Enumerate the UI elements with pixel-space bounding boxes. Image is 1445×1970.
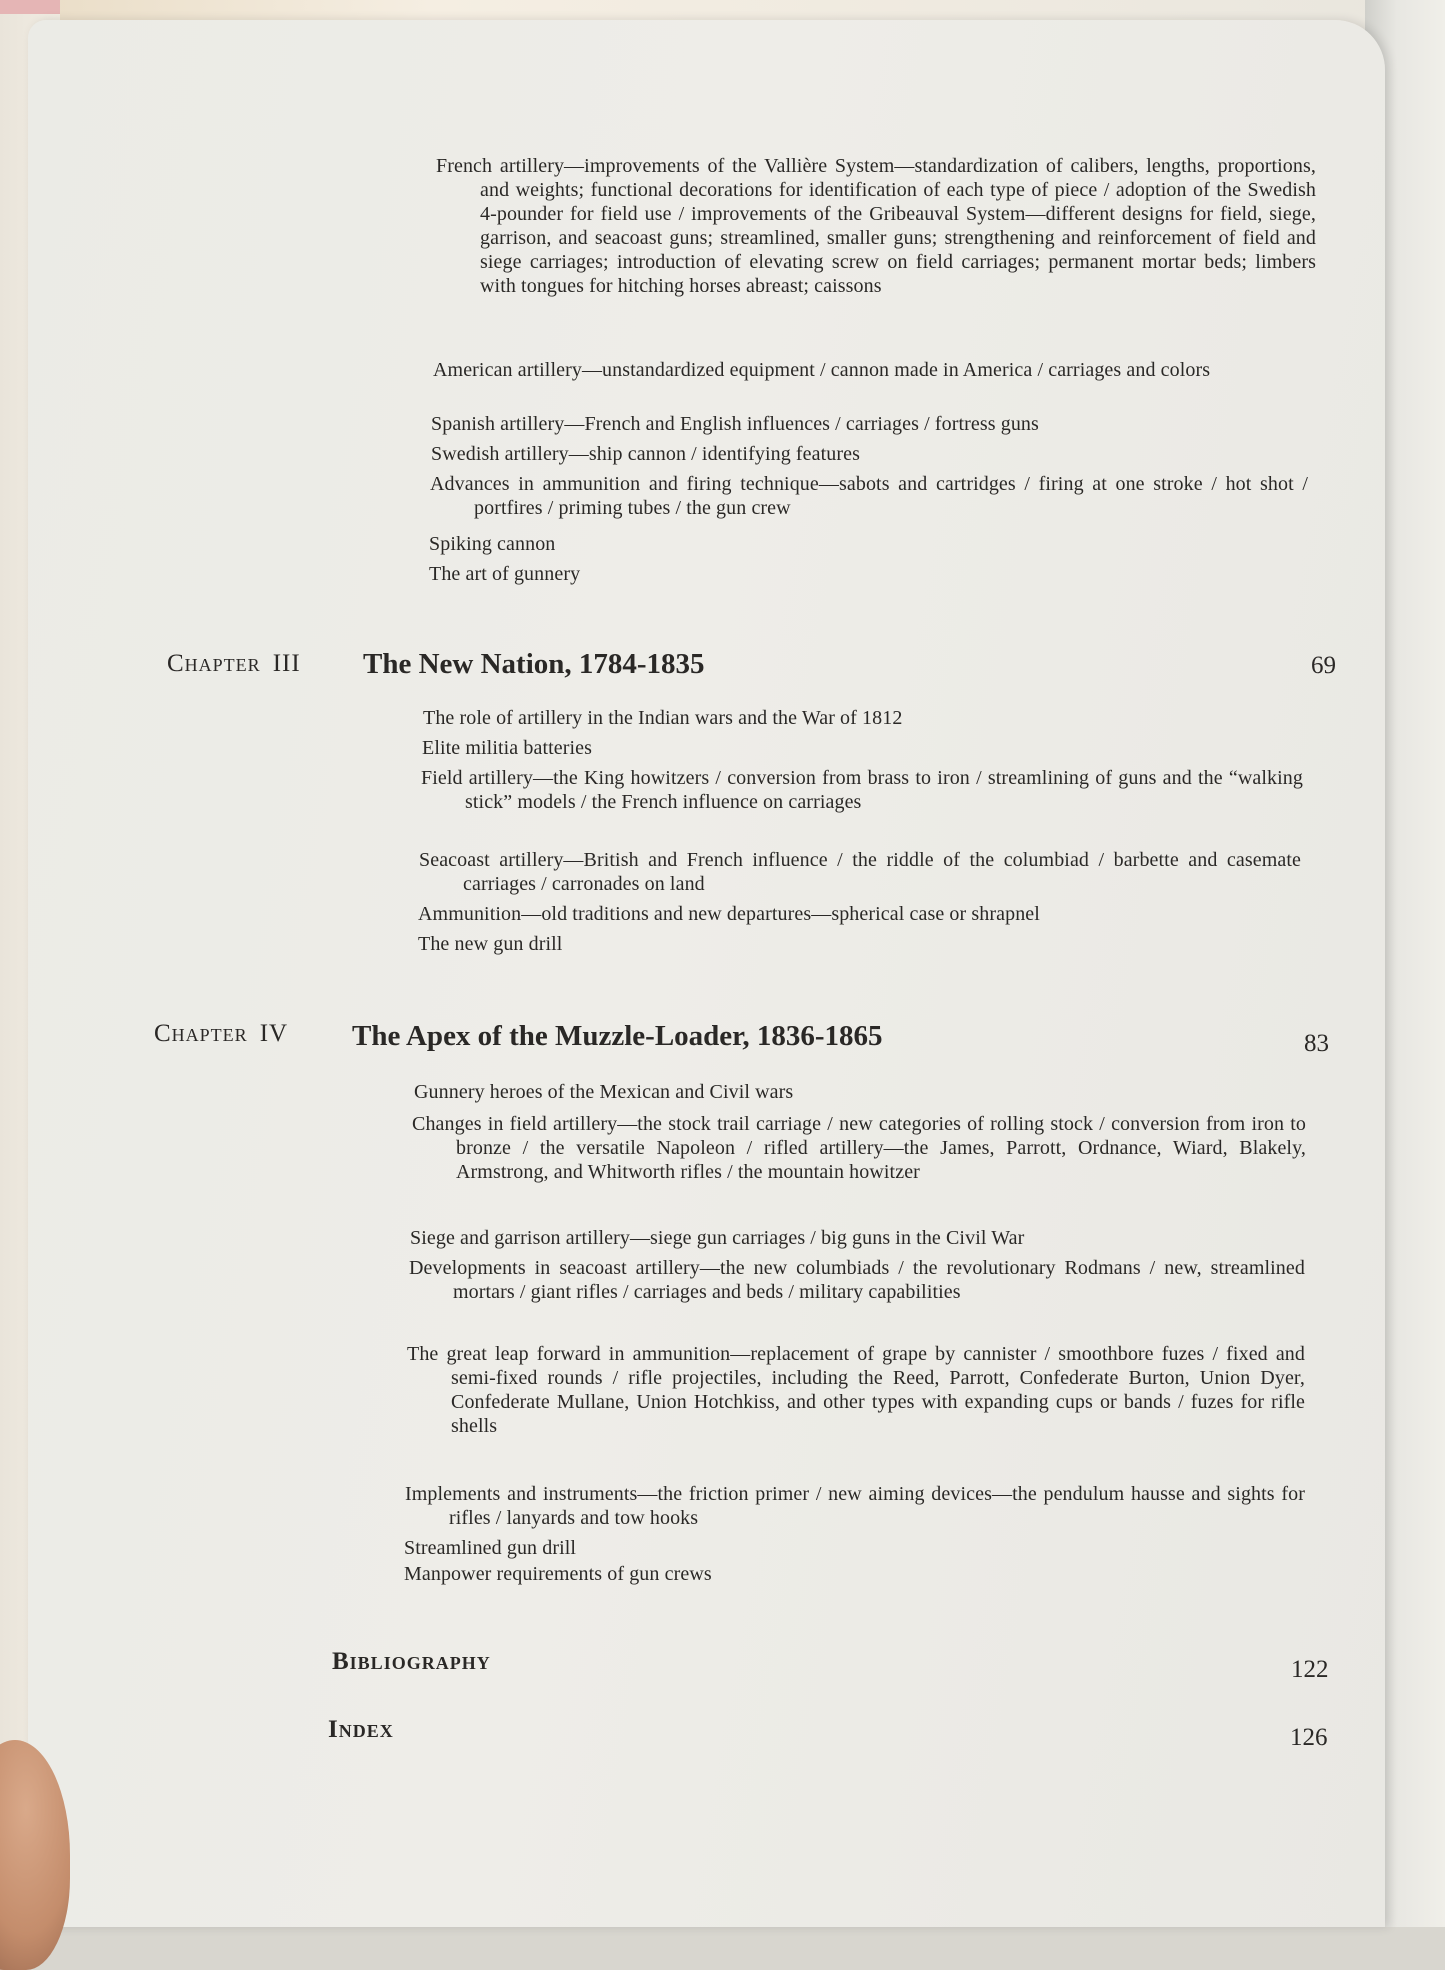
chapter-page-number: 69 bbox=[1311, 652, 1336, 679]
toc-entry: Developments in seacoast artillery—the new columbiads / the revolutionary Rodmans / new, streamlined mortars / giant rifles / carriages and beds / military capabilities bbox=[409, 1257, 1305, 1303]
table-of-contents bbox=[28, 20, 1385, 1927]
toc-entry: Changes in field artillery—the stock trail carriage / new categories of rolling stock / conversion from iron to bronze / the versatile Napoleon / rifled artillery—the James, Parrott, Ordnance, Wiard, Blakely, Armstrong, and Whitworth rifles / the mountain howitzer bbox=[412, 1113, 1306, 1183]
toc-entry: Spanish artillery—French and English influences / carriages / fortress guns bbox=[431, 413, 1039, 435]
adjacent-page-edge bbox=[0, 0, 60, 14]
chapter-title: The Apex of the Muzzle-Loader, 1836-1865 bbox=[352, 1020, 883, 1052]
chapter-number: IV bbox=[259, 1020, 289, 1047]
toc-entry: Manpower requirements of gun crews bbox=[404, 1563, 712, 1585]
chapter-label bbox=[154, 1020, 288, 1048]
chapter-label bbox=[167, 650, 301, 678]
toc-entry: French artillery—improvements of the Vallière System—standardization of calibers, lengths, proportions, and weights; functional decorations for identification of each type of piece / adoption of the Swedish 4-pounder for field use / improvements of the Gribeauval System—different designs for field, siege, garrison, and seacoast guns; streamlined, smaller guns; strengthening and reinforcement of field and siege carriages; introduction of elevating screw on field carriages; permanent mortar beds; limbers with tongues for hitching horses abreast; caissons bbox=[436, 155, 1316, 297]
bibliography-page-number: 122 bbox=[1291, 1656, 1329, 1683]
toc-entry: Field artillery—the King howitzers / conversion from brass to iron / streamlining of guns and the “walking stick” models / the French influence on carriages bbox=[421, 767, 1303, 813]
toc-entry: The art of gunnery bbox=[429, 563, 581, 585]
book-page bbox=[28, 20, 1385, 1927]
toc-entry: The new gun drill bbox=[418, 933, 563, 955]
toc-entry: Streamlined gun drill bbox=[404, 1537, 577, 1559]
toc-entry: The role of artillery in the Indian wars and the War of 1812 bbox=[423, 707, 903, 729]
toc-entry: Ammunition—old traditions and new departures—spherical case or shrapnel bbox=[418, 903, 1040, 925]
index-label: Index bbox=[328, 1716, 394, 1743]
toc-entry: Implements and instruments—the friction primer / new aiming devices—the pendulum hausse and sights for rifles / lanyards and tow hooks bbox=[405, 1483, 1305, 1529]
toc-entry: American artillery—unstandardized equipment / cannon made in America / carriages and colors bbox=[433, 359, 1211, 381]
toc-entry: Siege and garrison artillery—siege gun carriages / big guns in the Civil War bbox=[410, 1227, 1025, 1249]
toc-entry: The great leap forward in ammunition—replacement of grape by cannister / smoothbore fuzes / fixed and semi-fixed rounds / rifle projectiles, including the Reed, Parrott, Confederate Burton, Union Dyer, Confederate Mullane, Union Hotchkiss, and other types with expanding cups or bands / fuzes for rifle shells bbox=[407, 1343, 1305, 1437]
chapter-word: Chapter bbox=[167, 650, 261, 677]
toc-entry: Advances in ammunition and firing technique—sabots and cartridges / firing at one stroke / hot shot / portfires / priming tubes / the gun crew bbox=[430, 473, 1308, 519]
bibliography-label: Bibliography bbox=[332, 1648, 491, 1675]
toc-entry: Elite militia batteries bbox=[422, 737, 593, 759]
toc-entry: Seacoast artillery—British and French influence / the riddle of the columbiad / barbette and casemate carriages / carronades on land bbox=[419, 849, 1301, 895]
toc-entry: Gunnery heroes of the Mexican and Civil wars bbox=[414, 1081, 794, 1103]
chapter-word: Chapter bbox=[154, 1020, 248, 1047]
index-page-number: 126 bbox=[1290, 1724, 1328, 1751]
toc-entry: Swedish artillery—ship cannon / identifying features bbox=[431, 443, 860, 465]
chapter-number: III bbox=[272, 650, 301, 677]
toc-entry: Spiking cannon bbox=[429, 533, 556, 555]
chapter-page-number: 83 bbox=[1304, 1030, 1329, 1057]
chapter-title: The New Nation, 1784-1835 bbox=[363, 648, 705, 680]
